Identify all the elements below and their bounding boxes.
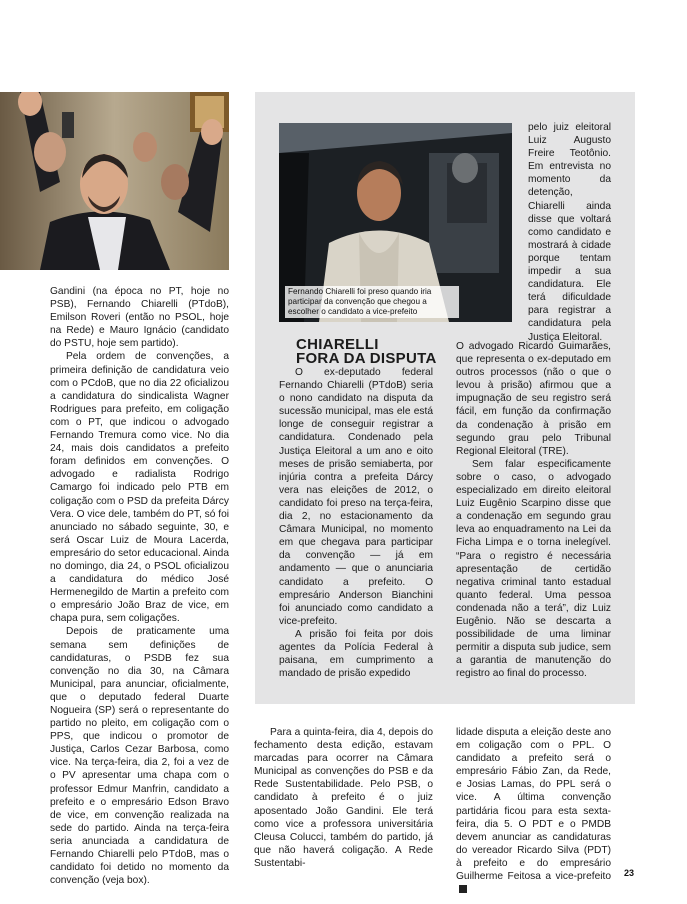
box-column-b-top bbox=[528, 121, 611, 344]
box-headline bbox=[296, 338, 456, 366]
paragraph: Sem falar especificamente sobre o caso, o advogado especializado em direito eleitoral Luiz Eugênio Scarpino disse que a condenação em segundo grau leva ao enquadramento na Lei da Ficha Limpa e o torna inelegível. “Para o registro é necessária apresentação de certidão negativa criminal tanto estadual quanto federal. Uma pessoa condenada não a terá”, diz Luiz Eugênio. Não se descarta a possibilidade de uma liminar permitir a disputa sub judice, sem a garantia de manutenção do registro ao final do processo. bbox=[456, 458, 611, 680]
photo-caption: Fernando Chiarelli foi preso quando iria participar da convenção que chegou a escolher o candidato a vice-prefeito bbox=[285, 286, 459, 318]
paragraph: Para a quinta-feira, dia 4, depois do fechamento desta edição, estavam marcadas para ocorrer na Câmara Municipal as convenções do PSB e da Rede Sustentabilidade. Pelo PSB, o candidato à prefeito é o juiz aposentado João Gandini. Ele terá como vice a professora universitária Cleusa Colucci, também do partido, já que não haverá coligação. A Rede Sustentabi- bbox=[254, 727, 433, 869]
paragraph: O advogado Ricardo Guimarães, que representa o ex-deputado em outros processos (não o que o levou à prisão) afirmou que a impugnação de seu registro será fácil, em função da confirmação da condenação à prisão em segundo grau pelo Tribunal Regional Eleitoral (TRE). bbox=[456, 341, 611, 457]
box-column-a bbox=[279, 366, 433, 680]
end-mark-icon bbox=[459, 885, 467, 893]
paragraph bbox=[456, 726, 611, 896]
page-number: 23 bbox=[624, 868, 635, 878]
headline-line-1: CHIARELLI bbox=[296, 336, 379, 353]
headline-line-2: FORA DA DISPUTA bbox=[296, 350, 437, 367]
paragraph: O ex-deputado federal Fernando Chiarelli (PTdoB) seria o nono candidato na disputa da sucessão municipal, mas ele está longe de conseguir registrar a candidatura. Condenado pela Justiça Eleitoral a um ano e oito meses de prisão semiaberta, por injúria contra a prefeita Dárcy vera nas eleições de 2012, o candidato foi preso na terça-feira, dia 2, no estacionamento da Câmara Municipal, no momento em que chegava para participar da convenção — já em andamento — que o anunciaria candidato a prefeito. O empresário Anderson Bianchini foi anunciado como candidato a vice-prefeito. bbox=[279, 367, 433, 627]
bottom-right-column bbox=[456, 726, 611, 896]
paragraph-text: lidade disputa a eleição deste ano em coligação com o PPL. O candidato a prefeito será o empresário Fábio Zan, da Rede, e Josias Lamas, do PPL será o vice. A última convenção partidária ficou para esta sexta-feira, dia 5. O PDT e o PMDB devem anunciar as candidaturas do vereador Ricardo Silva (PDT) à prefeito e do empresário Guilherme Feitosa a vice-prefeito bbox=[456, 727, 611, 883]
paragraph: Depois de praticamente uma semana sem definições de candidaturas, o PSDB fez sua convenção no dia 30, na Câmara Municipal, para anunciar, oficialmente, que o deputado federal Duarte Nogueira (SP) será o representante do partido no pleito, em coligação com o PPS, que indicou o promotor de Justiça, Carlos Cezar Barbosa, como vice. Na terça-feira, dia 2, foi a vez de o PV apresentar uma chapa com o professor Edmur Manfrin, candidato a prefeito e o empresário Edson Bravo de vice, em convenção realizada na sede do partido. Ainda na terça-feira seria anunciada a candidatura de Fernando Chiarelli pelo PTdoB, mas o candidato foi detido no momento da convenção (veja box). bbox=[50, 626, 229, 887]
bottom-middle-column bbox=[254, 726, 433, 870]
box-column-b bbox=[456, 340, 611, 680]
paragraph: A prisão foi feita por dois agentes da Polícia Federal à paisana, em cumprimento a mandado de prisão expedido bbox=[279, 628, 433, 680]
paragraph: Gandini (na época no PT, hoje no PSB), Fernando Chiarelli (PTdoB), Emilson Roveri (então no PSOL, hoje na Rede) e Mauro Ignácio (candidato do PSTU, hoje sem partido). bbox=[50, 286, 229, 350]
paragraph: pelo juiz eleitoral Luiz Augusto Freire Teotônio. Em entrevista no momento da detenção, Chiarelli ainda disse que voltará como candidato e mostrará à cidade porque tentam impedir a sua candidatura. Ele terá dificuldade para registrar a candidatura pela Justiça Eleitoral. bbox=[528, 122, 611, 343]
top-photo bbox=[0, 92, 229, 270]
paragraph: Pela ordem de convenções, a primeira definição de candidatura veio com o PCdoB, que no dia 22 oficializou a candidatura do sindicalista Wagner Rodrigues para prefeito, em coligação com o PT, que indicou o advogado Fernando Tremura como vice. No dia 24, mais dois candidatos a prefeito foram definidos em convenções. O advogado e radialista Rodrigo Camargo foi indicado pelo PTB em coligação com o PSD da prefeita Dárcy Vera. O vice dele, também do PT, só foi anunciado no sábado seguinte, 30, e será Oscar Luiz de Moura Lacerda, empresário do setor educacional. Ainda no domingo, dia 24, o PSOL oficializou a candidatura do médico José Hermenegildo de Martin a prefeito com o empresário João Braz de vice, em chapa pura, sem coligações. bbox=[50, 351, 229, 625]
left-column-text bbox=[50, 285, 229, 887]
